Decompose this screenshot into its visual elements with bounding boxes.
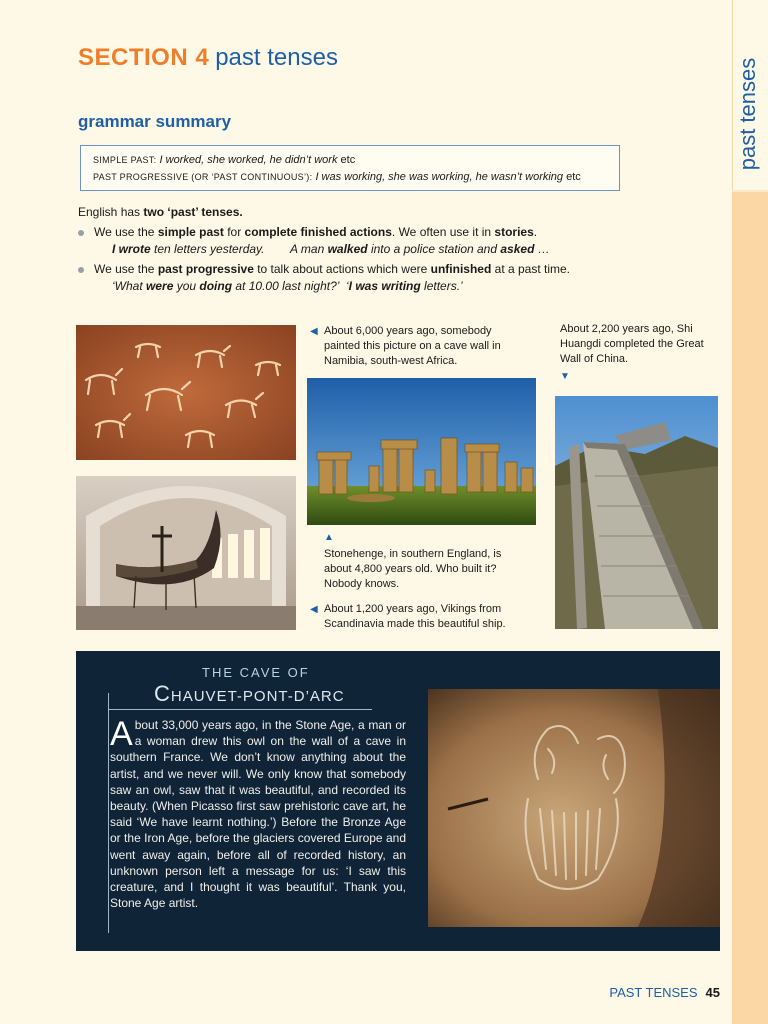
stonehenge-photo: [307, 378, 536, 525]
summary-etc: etc: [340, 154, 356, 166]
caption-stonehenge: [324, 530, 524, 592]
example-simple-past-2: [290, 242, 550, 256]
footer-label: PAST TENSES: [609, 985, 698, 1000]
text: . We often use it in: [391, 225, 495, 239]
bold-text: past progressive: [157, 262, 254, 276]
text: .: [533, 225, 538, 239]
caption-text: About 1,200 years ago, Vikings from Scandinavia made this beautiful ship.: [324, 603, 506, 630]
bullet-simple-past: [94, 225, 537, 239]
text: ‘What: [112, 279, 147, 293]
bold-text: stories: [494, 225, 534, 239]
page-footer: [609, 985, 720, 1000]
side-tab-strip: [732, 0, 768, 1024]
triangle-left-icon: ◀: [310, 604, 318, 615]
bold-text: asked: [500, 242, 535, 256]
bullet-dot: [78, 267, 84, 273]
intro-line: [78, 205, 243, 219]
intro-text: English has: [78, 205, 144, 219]
text: you: [173, 279, 200, 293]
page-number: 45: [705, 985, 720, 1000]
text: at a past time.: [491, 262, 571, 276]
caption-text: About 2,200 years ago, Shi Huangdi completed the Great Wall of China.: [560, 323, 704, 365]
section-number: SECTION 4: [78, 44, 210, 71]
bullet-past-progressive: [94, 262, 570, 276]
bold-text: were: [146, 279, 174, 293]
summary-line-simple-past: [93, 154, 355, 166]
text: for: [223, 225, 245, 239]
intro-bold: two ‘past’ tenses.: [143, 205, 243, 219]
text: at 10.00 last night?’: [232, 279, 340, 293]
side-tab-orange-band: [732, 192, 768, 1024]
caption-namibia: [310, 324, 530, 369]
text: ‘: [346, 279, 349, 293]
caption-great-wall: [560, 322, 710, 384]
text: …: [534, 242, 550, 256]
cave-heading-line2: [154, 681, 345, 707]
namibia-cave-painting-photo: [76, 325, 296, 460]
cave-article-text: [110, 717, 406, 911]
summary-label: PAST PROGRESSIVE (OR ‘PAST CONTINUOUS’):: [93, 172, 313, 182]
caption-vikings: [310, 602, 530, 632]
summary-examples: I was working, she was working, he wasn’t working: [315, 171, 564, 183]
side-tab-label: [734, 44, 762, 184]
bullet-dot: [78, 230, 84, 236]
example-simple-past-1: [112, 242, 265, 256]
text: into a police station and: [367, 242, 501, 256]
triangle-left-icon: ◀: [310, 326, 318, 337]
drop-cap: A: [110, 715, 133, 753]
cave-paragraph: bout 33,000 years ago, in the Stone Age, a man or a woman drew this owl on the wall of a cave in southern France. We don’t know anything about the artist, and we never will. We only know that somebody saw an owl, saw that it was beautiful, and recorded its beauty. (When Picasso first saw prehistoric cave art, he said ‘We have learnt nothing.’) Before the Bronze Age or the Iron Age, before the glaciers covered Europe and went away again, before all of recorded history, an unknown person left a message for us: ‘I saw this creature, and I thought it was beautiful’. Thank you, Stone Age artist.: [110, 718, 406, 911]
side-tab-text: past tenses: [735, 57, 760, 171]
bold-text: I was writing: [348, 279, 421, 293]
chauvet-feature-box: [76, 651, 720, 951]
text: We use the: [94, 262, 158, 276]
caption-text: About 6,000 years ago, somebody painted this picture on a cave wall in Namibia, south-west Africa.: [324, 325, 501, 367]
cave-rule-vertical: [108, 693, 109, 933]
summary-examples: I worked, she worked, he didn’t work: [159, 154, 338, 166]
bold-text: I wrote: [112, 242, 151, 256]
text: We use the: [94, 225, 158, 239]
bold-text: simple past: [157, 225, 224, 239]
great-wall-photo: [555, 396, 718, 629]
bold-text: unfinished: [430, 262, 492, 276]
viking-ship-photo: [76, 476, 296, 630]
bold-text: walked: [327, 242, 368, 256]
text: ten letters yesterday.: [150, 242, 265, 256]
grammar-summary-box: [80, 145, 620, 191]
chauvet-owl-photo: [428, 689, 720, 927]
text: letters.’: [420, 279, 463, 293]
summary-line-past-progressive: [93, 171, 581, 183]
bold-text: complete finished actions: [244, 225, 392, 239]
grammar-summary-title: grammar summary: [78, 112, 232, 131]
example-past-progressive-1: [112, 279, 339, 293]
triangle-down-icon: ▼: [560, 371, 570, 382]
summary-label: SIMPLE PAST:: [93, 155, 157, 165]
example-past-progressive-2: [346, 279, 463, 293]
cave-rule-horizontal: [108, 709, 372, 710]
section-name: past tenses: [215, 44, 338, 71]
cave-heading-cap: C: [154, 681, 171, 706]
cave-heading-line1: THE CAVE OF: [202, 665, 310, 680]
cave-heading-rest: HAUVET-PONT-D’ARC: [170, 688, 345, 705]
text: A man: [290, 242, 328, 256]
text: to talk about actions which were: [253, 262, 431, 276]
triangle-up-icon: ▲: [324, 532, 334, 543]
section-title: [78, 44, 338, 72]
caption-text: Stonehenge, in southern England, is about 4,800 years old. Who built it? Nobody knows.: [324, 548, 502, 590]
summary-etc: etc: [566, 171, 581, 183]
bold-text: doing: [199, 279, 233, 293]
